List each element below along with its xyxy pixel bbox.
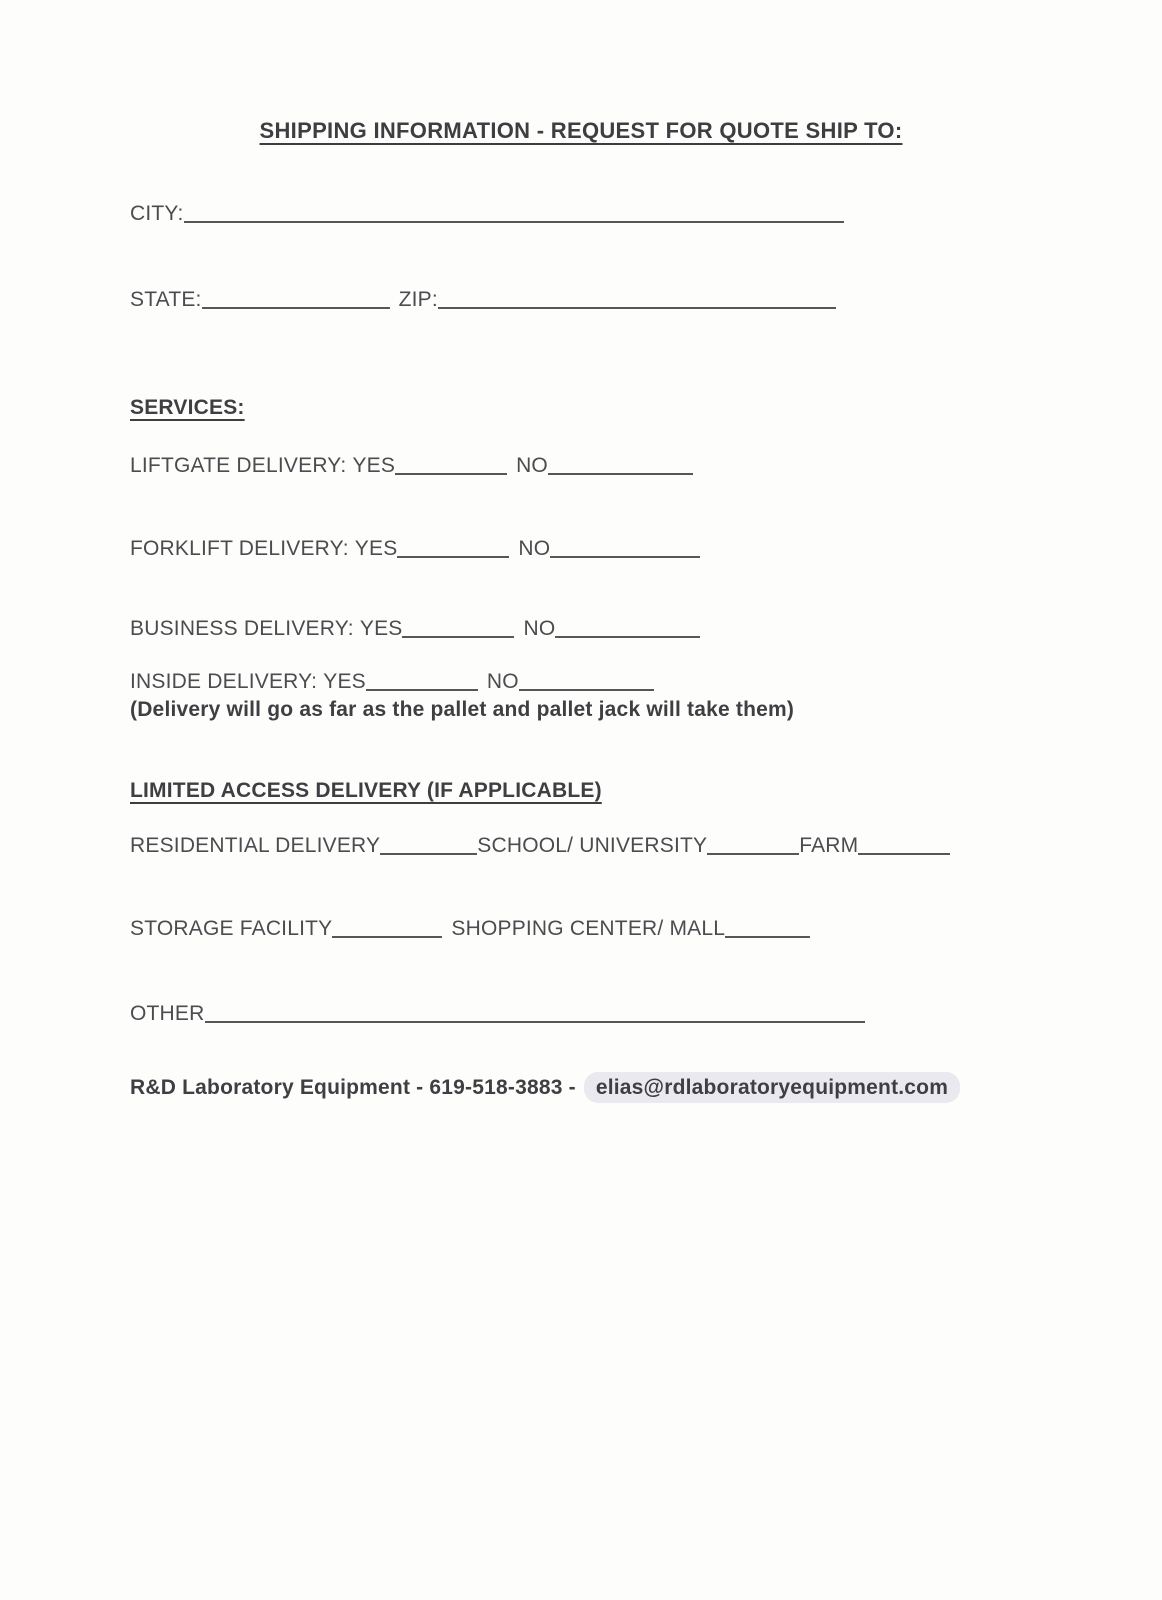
services-heading: SERVICES:	[130, 396, 245, 419]
business-delivery-label: BUSINESS DELIVERY:	[130, 616, 354, 640]
city-field-row	[130, 200, 844, 226]
liftgate-delivery-label: LIFTGATE DELIVERY:	[130, 453, 347, 477]
inside-delivery-row	[130, 668, 654, 694]
forklift-delivery-label: FORKLIFT DELIVERY:	[130, 536, 349, 560]
no-label: NO	[518, 536, 551, 560]
shopping-center-mall-blank[interactable]	[725, 918, 810, 938]
contact-email[interactable]: elias@rdlaboratoryequipment.com	[584, 1072, 960, 1103]
state-zip-row	[130, 286, 836, 312]
liftgate-no-blank[interactable]	[548, 455, 693, 475]
business-yes-blank[interactable]	[402, 618, 514, 638]
storage-facility-blank[interactable]	[332, 918, 442, 938]
other-label: OTHER	[130, 1001, 205, 1025]
other-field-row	[130, 1000, 865, 1026]
yes-label: YES	[359, 616, 403, 640]
no-label: NO	[516, 453, 548, 477]
yes-label: YES	[323, 669, 366, 693]
footer-contact-line	[130, 1076, 960, 1100]
inside-yes-blank[interactable]	[366, 671, 478, 691]
city-label: CITY:	[130, 201, 184, 225]
limited-access-row-1	[130, 832, 950, 858]
yes-label: YES	[352, 453, 396, 477]
storage-facility-label: STORAGE FACILITY	[130, 916, 333, 940]
zip-input-blank[interactable]	[438, 289, 836, 309]
residential-delivery-blank[interactable]	[380, 835, 477, 855]
company-phone-text: R&D Laboratory Equipment - 619-518-3883 -	[130, 1076, 576, 1099]
farm-label: FARM	[799, 833, 859, 857]
residential-delivery-label: RESIDENTIAL DELIVERY	[130, 833, 381, 857]
school-university-blank[interactable]	[707, 835, 799, 855]
forklift-yes-blank[interactable]	[397, 538, 509, 558]
no-label: NO	[523, 616, 556, 640]
page-title: SHIPPING INFORMATION - REQUEST FOR QUOTE SHIP TO:	[259, 118, 903, 143]
shopping-center-mall-label: SHOPPING CENTER/ MALL	[451, 916, 726, 940]
yes-label: YES	[354, 536, 398, 560]
business-no-blank[interactable]	[555, 618, 700, 638]
inside-delivery-label: INSIDE DELIVERY:	[130, 669, 318, 693]
school-university-label: SCHOOL/ UNIVERSITY	[477, 833, 708, 857]
state-input-blank[interactable]	[202, 289, 390, 309]
state-label: STATE:	[130, 287, 202, 311]
farm-blank[interactable]	[858, 835, 950, 855]
forklift-delivery-row	[130, 535, 700, 561]
zip-label: ZIP:	[398, 287, 438, 311]
liftgate-delivery-row	[130, 452, 693, 478]
limited-access-heading: LIMITED ACCESS DELIVERY (IF APPLICABLE)	[130, 779, 602, 802]
forklift-no-blank[interactable]	[550, 538, 700, 558]
inside-delivery-note: (Delivery will go as far as the pallet and pallet jack will take them)	[130, 698, 795, 721]
liftgate-yes-blank[interactable]	[395, 455, 507, 475]
no-label: NO	[486, 669, 519, 693]
business-delivery-row	[130, 615, 700, 641]
inside-no-blank[interactable]	[519, 671, 654, 691]
city-input-blank[interactable]	[184, 203, 844, 223]
limited-access-row-2	[130, 915, 810, 941]
other-input-blank[interactable]	[205, 1003, 865, 1023]
